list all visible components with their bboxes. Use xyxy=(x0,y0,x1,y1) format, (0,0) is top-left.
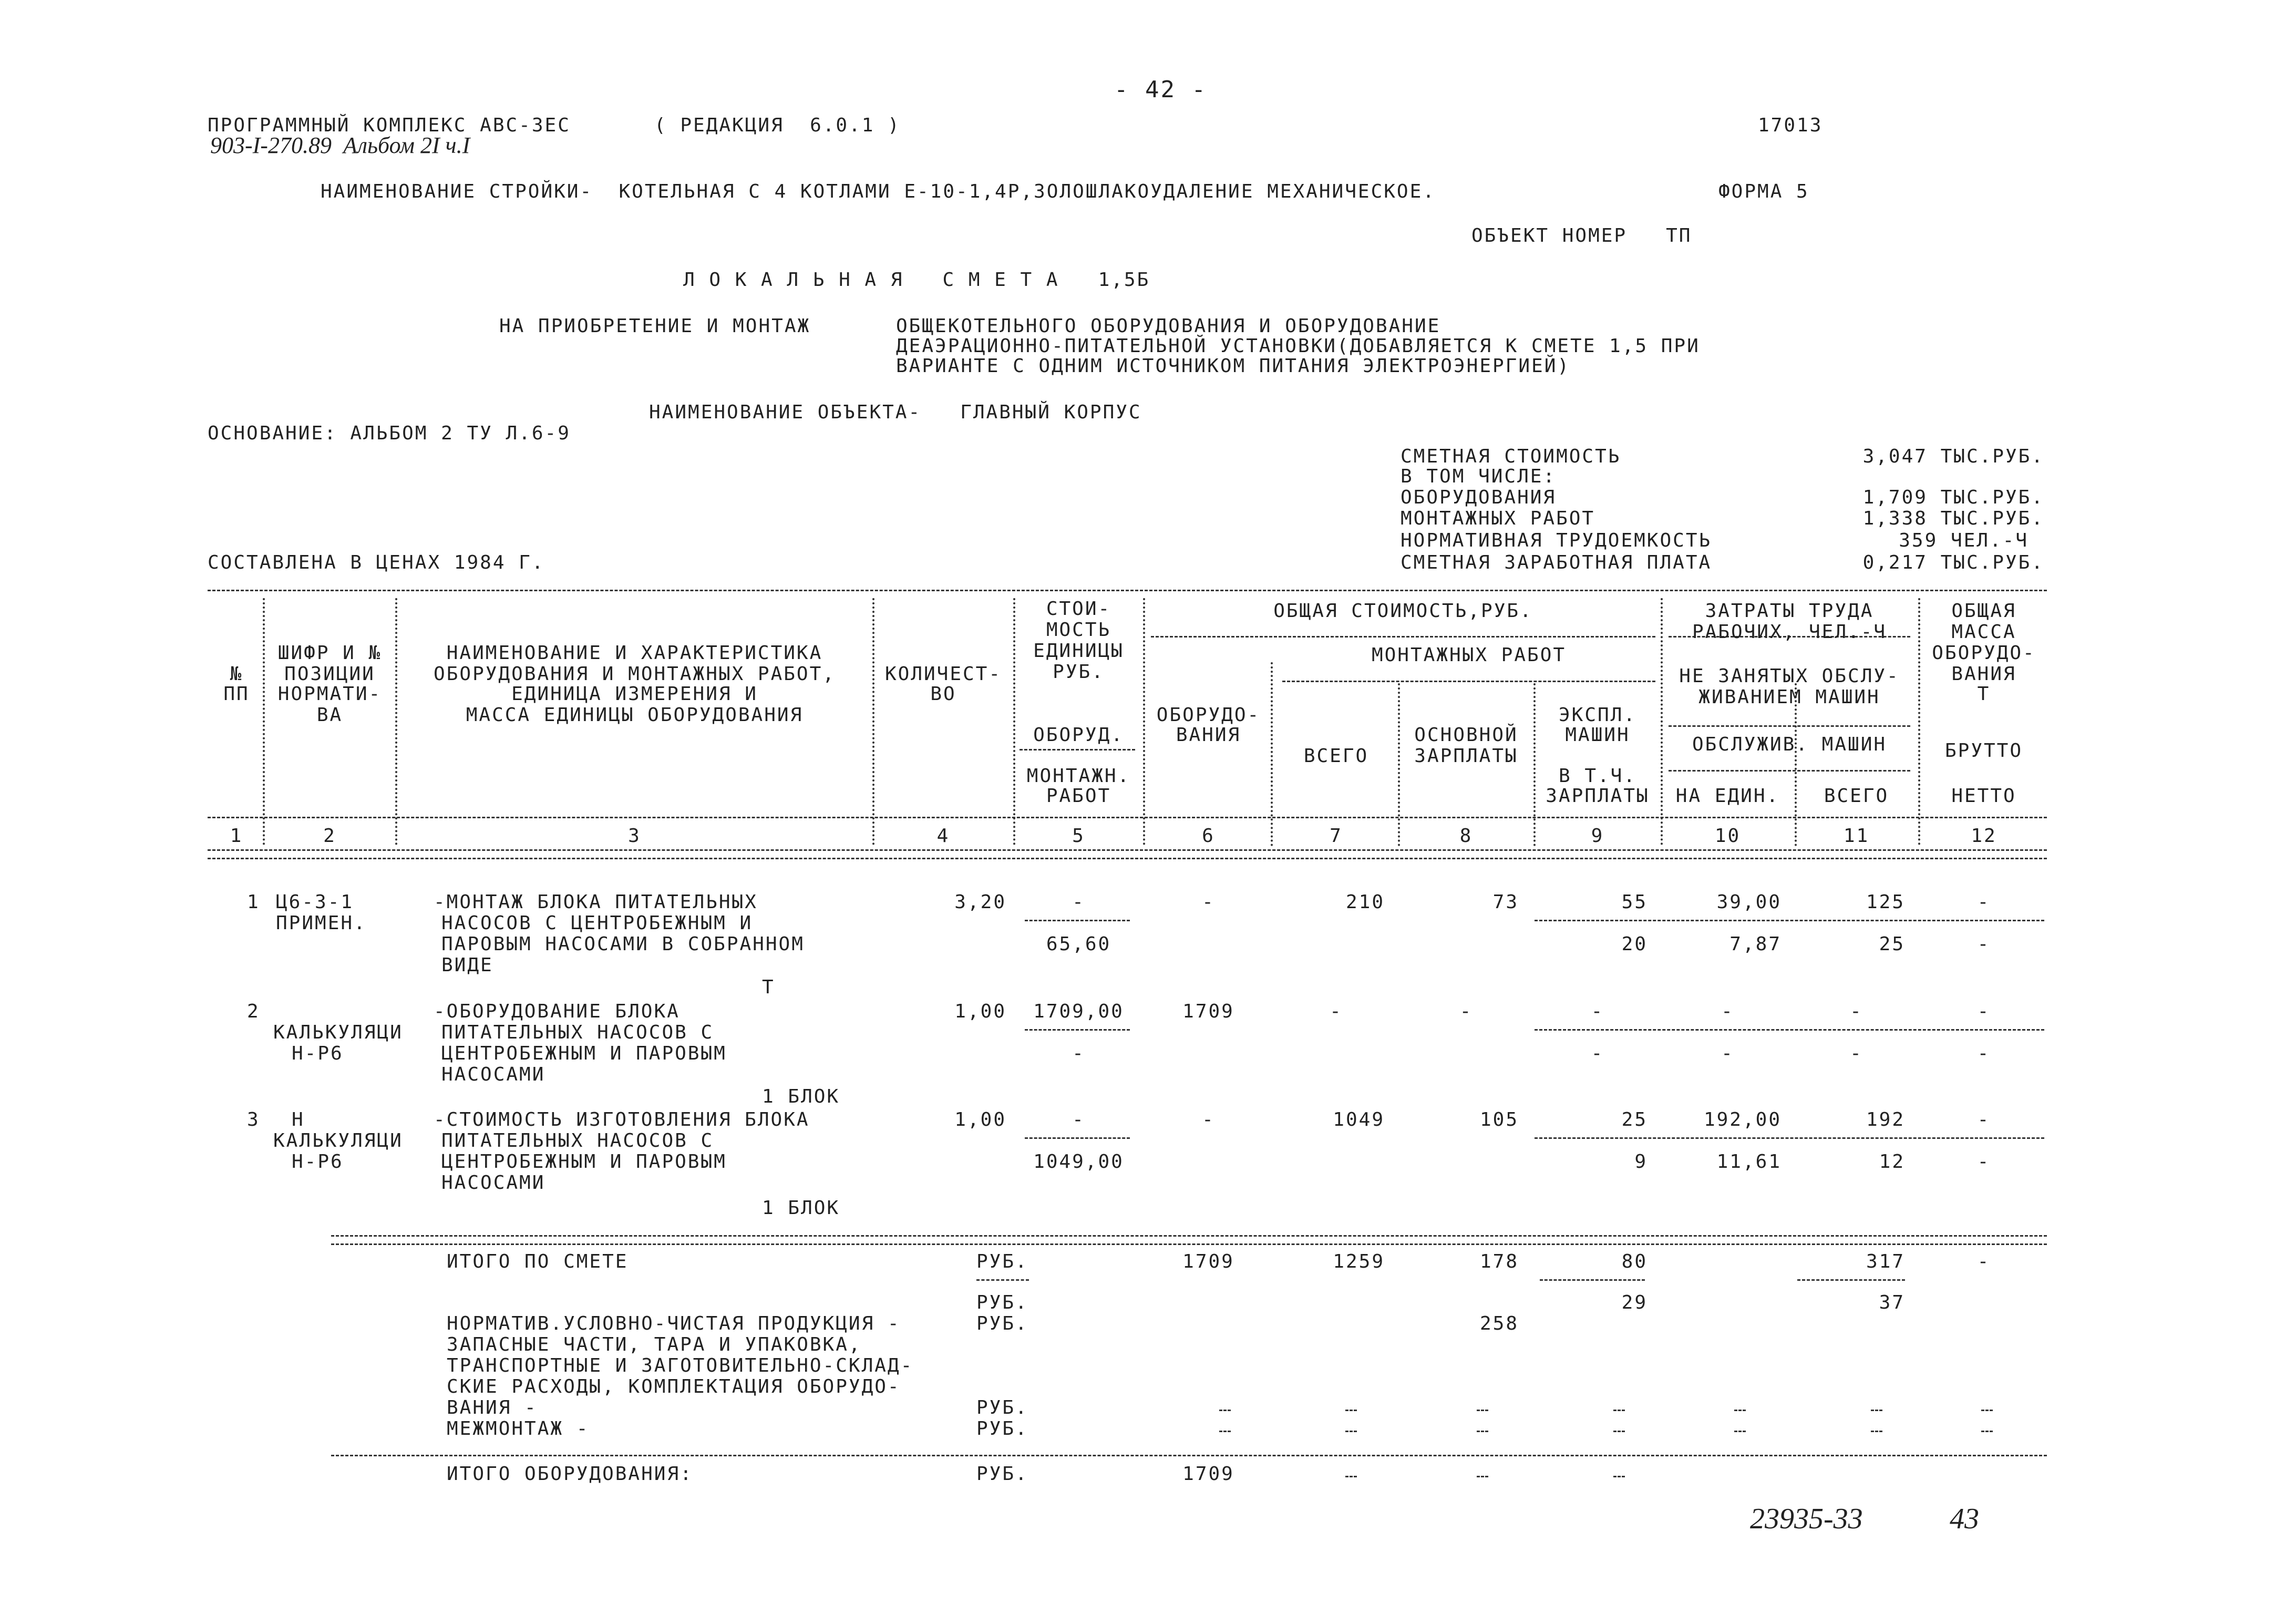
header-cell: БРУТТО xyxy=(1944,740,2023,762)
cell-rule xyxy=(1025,920,1130,921)
header-cell: ЗАТРАТЫ ТРУДА xyxy=(1705,600,1874,622)
row-machines-wage: 20 xyxy=(1621,933,1648,955)
header-cell: ЭКСПЛ. xyxy=(1558,704,1637,726)
purpose-line-2: ДЕАЭРАЦИОННО-ПИТАТЕЛЬНОЙ УСТАНОВКИ(ДОБАВЛЯЕТСЯ К СМЕТЕ 1,5 ПРИ xyxy=(896,335,1700,357)
total-labor: 317 xyxy=(1866,1251,1905,1272)
row-equipment: - xyxy=(1202,891,1215,913)
summary-label: НОРМАТИВНАЯ ТРУДОЕМКОСТЬ xyxy=(1401,530,1712,551)
row-name: ВИДЕ xyxy=(441,954,493,976)
header-subrule xyxy=(1669,725,1910,727)
column-separator xyxy=(395,598,397,845)
header-cell: ОСНОВНОЙ xyxy=(1414,724,1518,746)
header-cell: ЗАРПЛАТЫ xyxy=(1414,745,1518,767)
row-labor-total: 192 xyxy=(1866,1109,1905,1130)
equipment-total-value: 1709 xyxy=(1182,1463,1234,1485)
row-total: - xyxy=(1330,1001,1343,1022)
total-machines-wage: 29 xyxy=(1621,1292,1648,1313)
form-number: ФОРМА 5 xyxy=(1718,181,1809,202)
cell-rule xyxy=(1535,920,2044,921)
header-cell: ШИФР И № xyxy=(277,642,382,664)
header-cell: РАБОТ xyxy=(1046,785,1111,807)
row-unit: 1 БЛОК xyxy=(762,1197,840,1219)
total-unit: РУБ. xyxy=(976,1292,1028,1313)
sheet-number: 23935-33 xyxy=(1750,1503,1863,1535)
summary-value: 359 ЧЕЛ.-Ч xyxy=(1899,530,2029,551)
row-machines-wage: - xyxy=(1591,1043,1604,1064)
norm-unit: РУБ. xyxy=(976,1313,1028,1334)
row-labor-unit: 39,00 xyxy=(1716,891,1782,913)
column-number: 7 xyxy=(1330,825,1343,847)
total-all: 1259 xyxy=(1333,1251,1385,1272)
dash-mark xyxy=(1219,1410,1231,1411)
cell-rule xyxy=(1025,1137,1130,1139)
row-name: ПАРОВЫМ НАСОСАМИ В СОБРАННОМ xyxy=(441,933,805,955)
header-cell: ВА xyxy=(316,704,343,726)
header-cell: МОСТЬ xyxy=(1046,619,1111,641)
row-price-equipment: - xyxy=(1072,891,1085,913)
total-mass: - xyxy=(1977,1251,1991,1272)
column-separator xyxy=(1013,598,1015,845)
row-equipment: - xyxy=(1202,1109,1215,1130)
row-mass: - xyxy=(1977,1043,1991,1064)
object-number: ОБЪЕКТ НОМЕР ТП xyxy=(1471,225,1692,246)
header-cell: ЖИВАНИЕМ МАШИН xyxy=(1698,686,1880,708)
row-labor-unit: 11,61 xyxy=(1716,1151,1782,1173)
header-cell: ОБЩАЯ xyxy=(1951,600,2016,622)
header-cell: ОБСЛУЖИВ. МАШИН xyxy=(1692,734,1887,755)
price-level: СОСТАВЛЕНА В ЦЕНАХ 1984 Г. xyxy=(208,552,545,573)
row-mass: - xyxy=(1977,1001,1991,1022)
header-subrule xyxy=(1669,770,1910,772)
column-separator xyxy=(872,598,874,845)
row-labor-total: - xyxy=(1850,1001,1863,1022)
row-name: ЦЕНТРОБЕЖНЫМ И ПАРОВЫМ xyxy=(441,1043,727,1064)
norm-label: ЗАПАСНЫЕ ЧАСТИ, ТАРА И УПАКОВКА, xyxy=(447,1334,862,1355)
row-qty: 1,00 xyxy=(954,1001,1006,1022)
header-cell: ВО xyxy=(930,683,956,705)
header-cell: МАШИН xyxy=(1565,724,1630,746)
summary-label: МОНТАЖНЫХ РАБОТ xyxy=(1401,508,1595,529)
column-number: 2 xyxy=(323,825,336,847)
header-cell: ПП xyxy=(223,683,250,705)
row-number: 1 xyxy=(247,891,260,913)
summary-label: СМЕТНАЯ СТОИМОСТЬ xyxy=(1401,446,1621,467)
header-cell: ОБОРУДО- xyxy=(1932,642,2036,664)
table-header-rule xyxy=(208,817,2047,818)
column-separator xyxy=(1398,683,1400,846)
summary-value: 1,709 ТЫС.РУБ. xyxy=(1862,487,2044,508)
dash-mark xyxy=(1613,1476,1625,1477)
norm-label: НОРМАТИВ.УСЛОВНО-ЧИСТАЯ ПРОДУКЦИЯ - xyxy=(447,1313,901,1334)
row-price-mounting: 65,60 xyxy=(1046,933,1111,955)
header-cell: ОБЩАЯ СТОИМОСТЬ,РУБ. xyxy=(1273,600,1533,622)
equipment-total-unit: РУБ. xyxy=(976,1463,1028,1485)
header-cell: № xyxy=(230,663,243,685)
cell-rule xyxy=(1797,1279,1905,1281)
estimate-title: Л О К А Л Ь Н А Я С М Е Т А 1,5Б xyxy=(683,269,1150,291)
row-name: НАСОСОВ С ЦЕНТРОБЕЖНЫМ И xyxy=(441,912,753,934)
header-cell: НОРМАТИ- xyxy=(277,683,382,705)
dash-mark xyxy=(1345,1431,1357,1432)
header-cell: ВАНИЯ xyxy=(1176,724,1241,746)
row-wage: 105 xyxy=(1479,1109,1519,1130)
summary-value: 1,338 ТЫС.РУБ. xyxy=(1862,508,2044,529)
header-cell: МОНТАЖН. xyxy=(1026,765,1131,787)
norm-value: 258 xyxy=(1479,1313,1519,1334)
row-code: Н-Р6 xyxy=(292,1043,344,1064)
column-number: 12 xyxy=(1971,825,1997,847)
total-machines: 80 xyxy=(1621,1251,1648,1272)
row-code: Ц6-3-1 xyxy=(276,891,354,913)
total-unit: РУБ. xyxy=(976,1251,1028,1272)
totals-rule xyxy=(331,1235,2047,1237)
row-labor-total: - xyxy=(1850,1043,1863,1064)
row-total: 1049 xyxy=(1333,1109,1385,1130)
purpose-line-3: ВАРИАНТЕ С ОДНИМ ИСТОЧНИКОМ ПИТАНИЯ ЭЛЕКТРОЭНЕРГИЕЙ) xyxy=(896,355,1571,377)
row-code: КАЛЬКУЛЯЦИ xyxy=(273,1022,403,1043)
dash-mark xyxy=(1477,1431,1488,1432)
column-separator xyxy=(1661,598,1663,845)
row-price-equipment: - xyxy=(1072,1109,1085,1130)
row-machines-wage: 9 xyxy=(1634,1151,1648,1173)
header-subrule xyxy=(1151,636,1655,638)
row-total: 210 xyxy=(1345,891,1385,913)
dash-mark xyxy=(1871,1410,1882,1411)
header-cell: ЗАРПЛАТЫ xyxy=(1546,785,1650,807)
row-price-equipment: 1709,00 xyxy=(1033,1001,1124,1022)
row-labor-total: 125 xyxy=(1866,891,1905,913)
norm-label: ВАНИЯ - xyxy=(447,1397,538,1418)
row-name: ПИТАТЕЛЬНЫХ НАСОСОВ С xyxy=(441,1130,714,1152)
row-name: НАСОСАМИ xyxy=(441,1064,545,1085)
row-wage: - xyxy=(1459,1001,1473,1022)
row-mass: - xyxy=(1977,1109,1991,1130)
row-number: 2 xyxy=(247,1001,260,1022)
header-subrule xyxy=(1020,749,1135,751)
dash-mark xyxy=(1345,1410,1357,1411)
total-labor: 37 xyxy=(1879,1292,1905,1313)
table-numbers-rule xyxy=(208,849,2047,851)
komp-unit: РУБ. xyxy=(976,1397,1028,1418)
norm-label: МЕЖМОНТАЖ - xyxy=(447,1418,590,1440)
cell-rule xyxy=(976,1279,1029,1281)
dash-mark xyxy=(1981,1410,1993,1411)
column-number: 4 xyxy=(936,825,950,847)
norm-label: ТРАНСПОРТНЫЕ И ЗАГОТОВИТЕЛЬНО-СКЛАД- xyxy=(447,1355,914,1376)
row-machines: 25 xyxy=(1621,1109,1648,1130)
header-cell: МОНТАЖНЫХ РАБОТ xyxy=(1371,644,1567,666)
basis: ОСНОВАНИЕ: АЛЬБОМ 2 ТУ Л.6-9 xyxy=(208,423,571,444)
row-name: -ОБОРУДОВАНИЕ БЛОКА xyxy=(434,1001,680,1022)
header-cell: РУБ. xyxy=(1053,661,1105,683)
norm-label: СКИЕ РАСХОДЫ, КОМПЛЕКТАЦИЯ ОБОРУДО- xyxy=(447,1376,901,1397)
album-stamp: 903-I-270.89 Альбом 2I ч.I xyxy=(210,132,470,158)
row-wage: 73 xyxy=(1492,891,1519,913)
row-qty: 3,20 xyxy=(954,891,1006,913)
total-equipment: 1709 xyxy=(1182,1251,1234,1272)
row-code: Н xyxy=(292,1109,305,1130)
dash-mark xyxy=(1871,1431,1882,1432)
summary-label: СМЕТНАЯ ЗАРАБОТНАЯ ПЛАТА xyxy=(1401,552,1712,573)
total-wage: 178 xyxy=(1479,1251,1519,1272)
column-number: 10 xyxy=(1714,825,1741,847)
row-machines: - xyxy=(1591,1001,1604,1022)
doc-number: 17013 xyxy=(1758,115,1823,136)
dash-mark xyxy=(1345,1476,1357,1477)
row-labor-unit: - xyxy=(1721,1043,1734,1064)
row-labor-unit: 192,00 xyxy=(1703,1109,1782,1130)
header-cell: СТОИ- xyxy=(1046,598,1111,620)
dash-mark xyxy=(1613,1410,1625,1411)
dash-mark xyxy=(1734,1431,1746,1432)
header-cell: НА ЕДИН. xyxy=(1675,785,1780,807)
row-name: -МОНТАЖ БЛОКА ПИТАТЕЛЬНЫХ xyxy=(434,891,758,913)
total-label: ИТОГО ПО СМЕТЕ xyxy=(447,1251,629,1272)
header-cell: ВСЕГО xyxy=(1824,785,1889,807)
row-code: КАЛЬКУЛЯЦИ xyxy=(273,1130,403,1152)
row-mass: - xyxy=(1977,891,1991,913)
header-cell: ОБОРУДОВАНИЯ И МОНТАЖНЫХ РАБОТ, xyxy=(434,663,836,685)
column-separator xyxy=(1533,683,1536,846)
column-separator xyxy=(1143,598,1145,845)
row-labor-total: 25 xyxy=(1879,933,1905,955)
row-code: Н-Р6 xyxy=(292,1151,344,1173)
column-number: 1 xyxy=(230,825,243,847)
summary-value: 3,047 ТЫС.РУБ. xyxy=(1862,446,2044,467)
header-cell: КОЛИЧЕСТ- xyxy=(884,663,1002,685)
header-cell: ВСЕГО xyxy=(1303,745,1369,767)
row-qty: 1,00 xyxy=(954,1109,1006,1130)
object-name: НАИМЕНОВАНИЕ ОБЪЕКТА- ГЛАВНЫЙ КОРПУС xyxy=(649,402,1142,423)
cell-rule xyxy=(1025,1029,1130,1031)
header-cell: ВАНИЯ xyxy=(1951,663,2016,685)
summary-label: ОБОРУДОВАНИЯ xyxy=(1401,487,1557,508)
dash-mark xyxy=(1613,1431,1625,1432)
column-number: 6 xyxy=(1202,825,1215,847)
header-subrule xyxy=(1282,681,1655,682)
row-unit: Т xyxy=(762,976,775,998)
purpose-line-1: ОБЩЕКОТЕЛЬНОГО ОБОРУДОВАНИЯ И ОБОРУДОВАНИЕ xyxy=(896,315,1441,337)
table-numbers-rule-2 xyxy=(208,858,2047,859)
dash-mark xyxy=(1734,1410,1746,1411)
row-name: ЦЕНТРОБЕЖНЫМ И ПАРОВЫМ xyxy=(441,1151,727,1173)
column-separator xyxy=(263,598,265,845)
dash-mark xyxy=(1477,1410,1488,1411)
header-cell: Т xyxy=(1977,683,1991,705)
row-price-mounting: - xyxy=(1072,1043,1085,1064)
row-mass: - xyxy=(1977,1151,1991,1173)
row-number: 3 xyxy=(247,1109,260,1130)
header-cell: НЕТТО xyxy=(1951,785,2016,807)
column-number: 11 xyxy=(1843,825,1870,847)
column-number: 3 xyxy=(628,825,641,847)
edition: ( РЕДАКЦИЯ 6.0.1 ) xyxy=(654,115,901,136)
dash-mark xyxy=(1981,1431,1993,1432)
header-cell: ЕДИНИЦЫ xyxy=(1033,640,1124,662)
equipment-total-label: ИТОГО ОБОРУДОВАНИЯ: xyxy=(447,1463,693,1485)
cell-rule xyxy=(1540,1279,1645,1281)
cell-rule xyxy=(1535,1137,2044,1139)
row-labor-unit: - xyxy=(1721,1001,1734,1022)
row-mass: - xyxy=(1977,933,1991,955)
header-cell: НЕ ЗАНЯТЫХ ОБСЛУ- xyxy=(1679,665,1900,687)
equipment-total-rule xyxy=(331,1455,2047,1456)
header-cell: ЕДИНИЦА ИЗМЕРЕНИЯ И xyxy=(511,683,758,705)
header-cell: ОБОРУДО- xyxy=(1156,704,1261,726)
row-name: ПИТАТЕЛЬНЫХ НАСОСОВ С xyxy=(441,1022,714,1043)
row-equipment: 1709 xyxy=(1182,1001,1234,1022)
header-cell: МАССА ЕДИНИЦЫ ОБОРУДОВАНИЯ xyxy=(466,704,804,726)
header-cell: ОБОРУД. xyxy=(1033,724,1124,746)
purpose-label: НА ПРИОБРЕТЕНИЕ И МОНТАЖ xyxy=(499,315,811,337)
column-separator xyxy=(1918,598,1920,845)
summary-label: В ТОМ ЧИСЛЕ: xyxy=(1401,466,1557,487)
row-labor-total: 12 xyxy=(1879,1151,1905,1173)
column-number: 5 xyxy=(1072,825,1085,847)
dash-mark xyxy=(1477,1476,1488,1477)
header-cell: ПОЗИЦИИ xyxy=(284,663,375,685)
totals-rule-2 xyxy=(331,1243,2047,1245)
column-separator xyxy=(1271,662,1273,846)
page-number: - 42 - xyxy=(1114,76,1207,103)
mezh-unit: РУБ. xyxy=(976,1418,1028,1440)
dash-mark xyxy=(1219,1431,1231,1432)
row-price-mounting: 1049,00 xyxy=(1033,1151,1124,1173)
header-cell: МАССА xyxy=(1951,621,2016,643)
column-number: 8 xyxy=(1459,825,1473,847)
cell-rule xyxy=(1535,1029,2044,1031)
row-code: ПРИМЕН. xyxy=(276,912,367,934)
footer-page-number: 43 xyxy=(1950,1503,1979,1535)
program-name: ПРОГРАММНЫЙ КОМПЛЕКС АВС-3ЕС xyxy=(208,115,571,136)
row-unit: 1 БЛОК xyxy=(762,1086,840,1107)
row-labor-unit: 7,87 xyxy=(1729,933,1782,955)
header-cell: НАИМЕНОВАНИЕ И ХАРАКТЕРИСТИКА xyxy=(446,642,823,664)
row-name: НАСОСАМИ xyxy=(441,1172,545,1194)
row-machines: 55 xyxy=(1621,891,1648,913)
column-number: 9 xyxy=(1591,825,1604,847)
header-cell: В Т.Ч. xyxy=(1558,765,1637,787)
row-name: -СТОИМОСТЬ ИЗГОТОВЛЕНИЯ БЛОКА xyxy=(434,1109,810,1130)
summary-value: 0,217 ТЫС.РУБ. xyxy=(1862,552,2044,573)
header-cell: РАБОЧИХ, ЧЕЛ.-Ч xyxy=(1692,621,1887,643)
construction-name: НАИМЕНОВАНИЕ СТРОЙКИ- КОТЕЛЬНАЯ С 4 КОТЛАМИ Е-10-1,4Р,ЗОЛОШЛАКОУДАЛЕНИЕ МЕХАНИЧЕСКОЕ. xyxy=(321,181,1436,202)
table-top-rule xyxy=(208,590,2047,591)
